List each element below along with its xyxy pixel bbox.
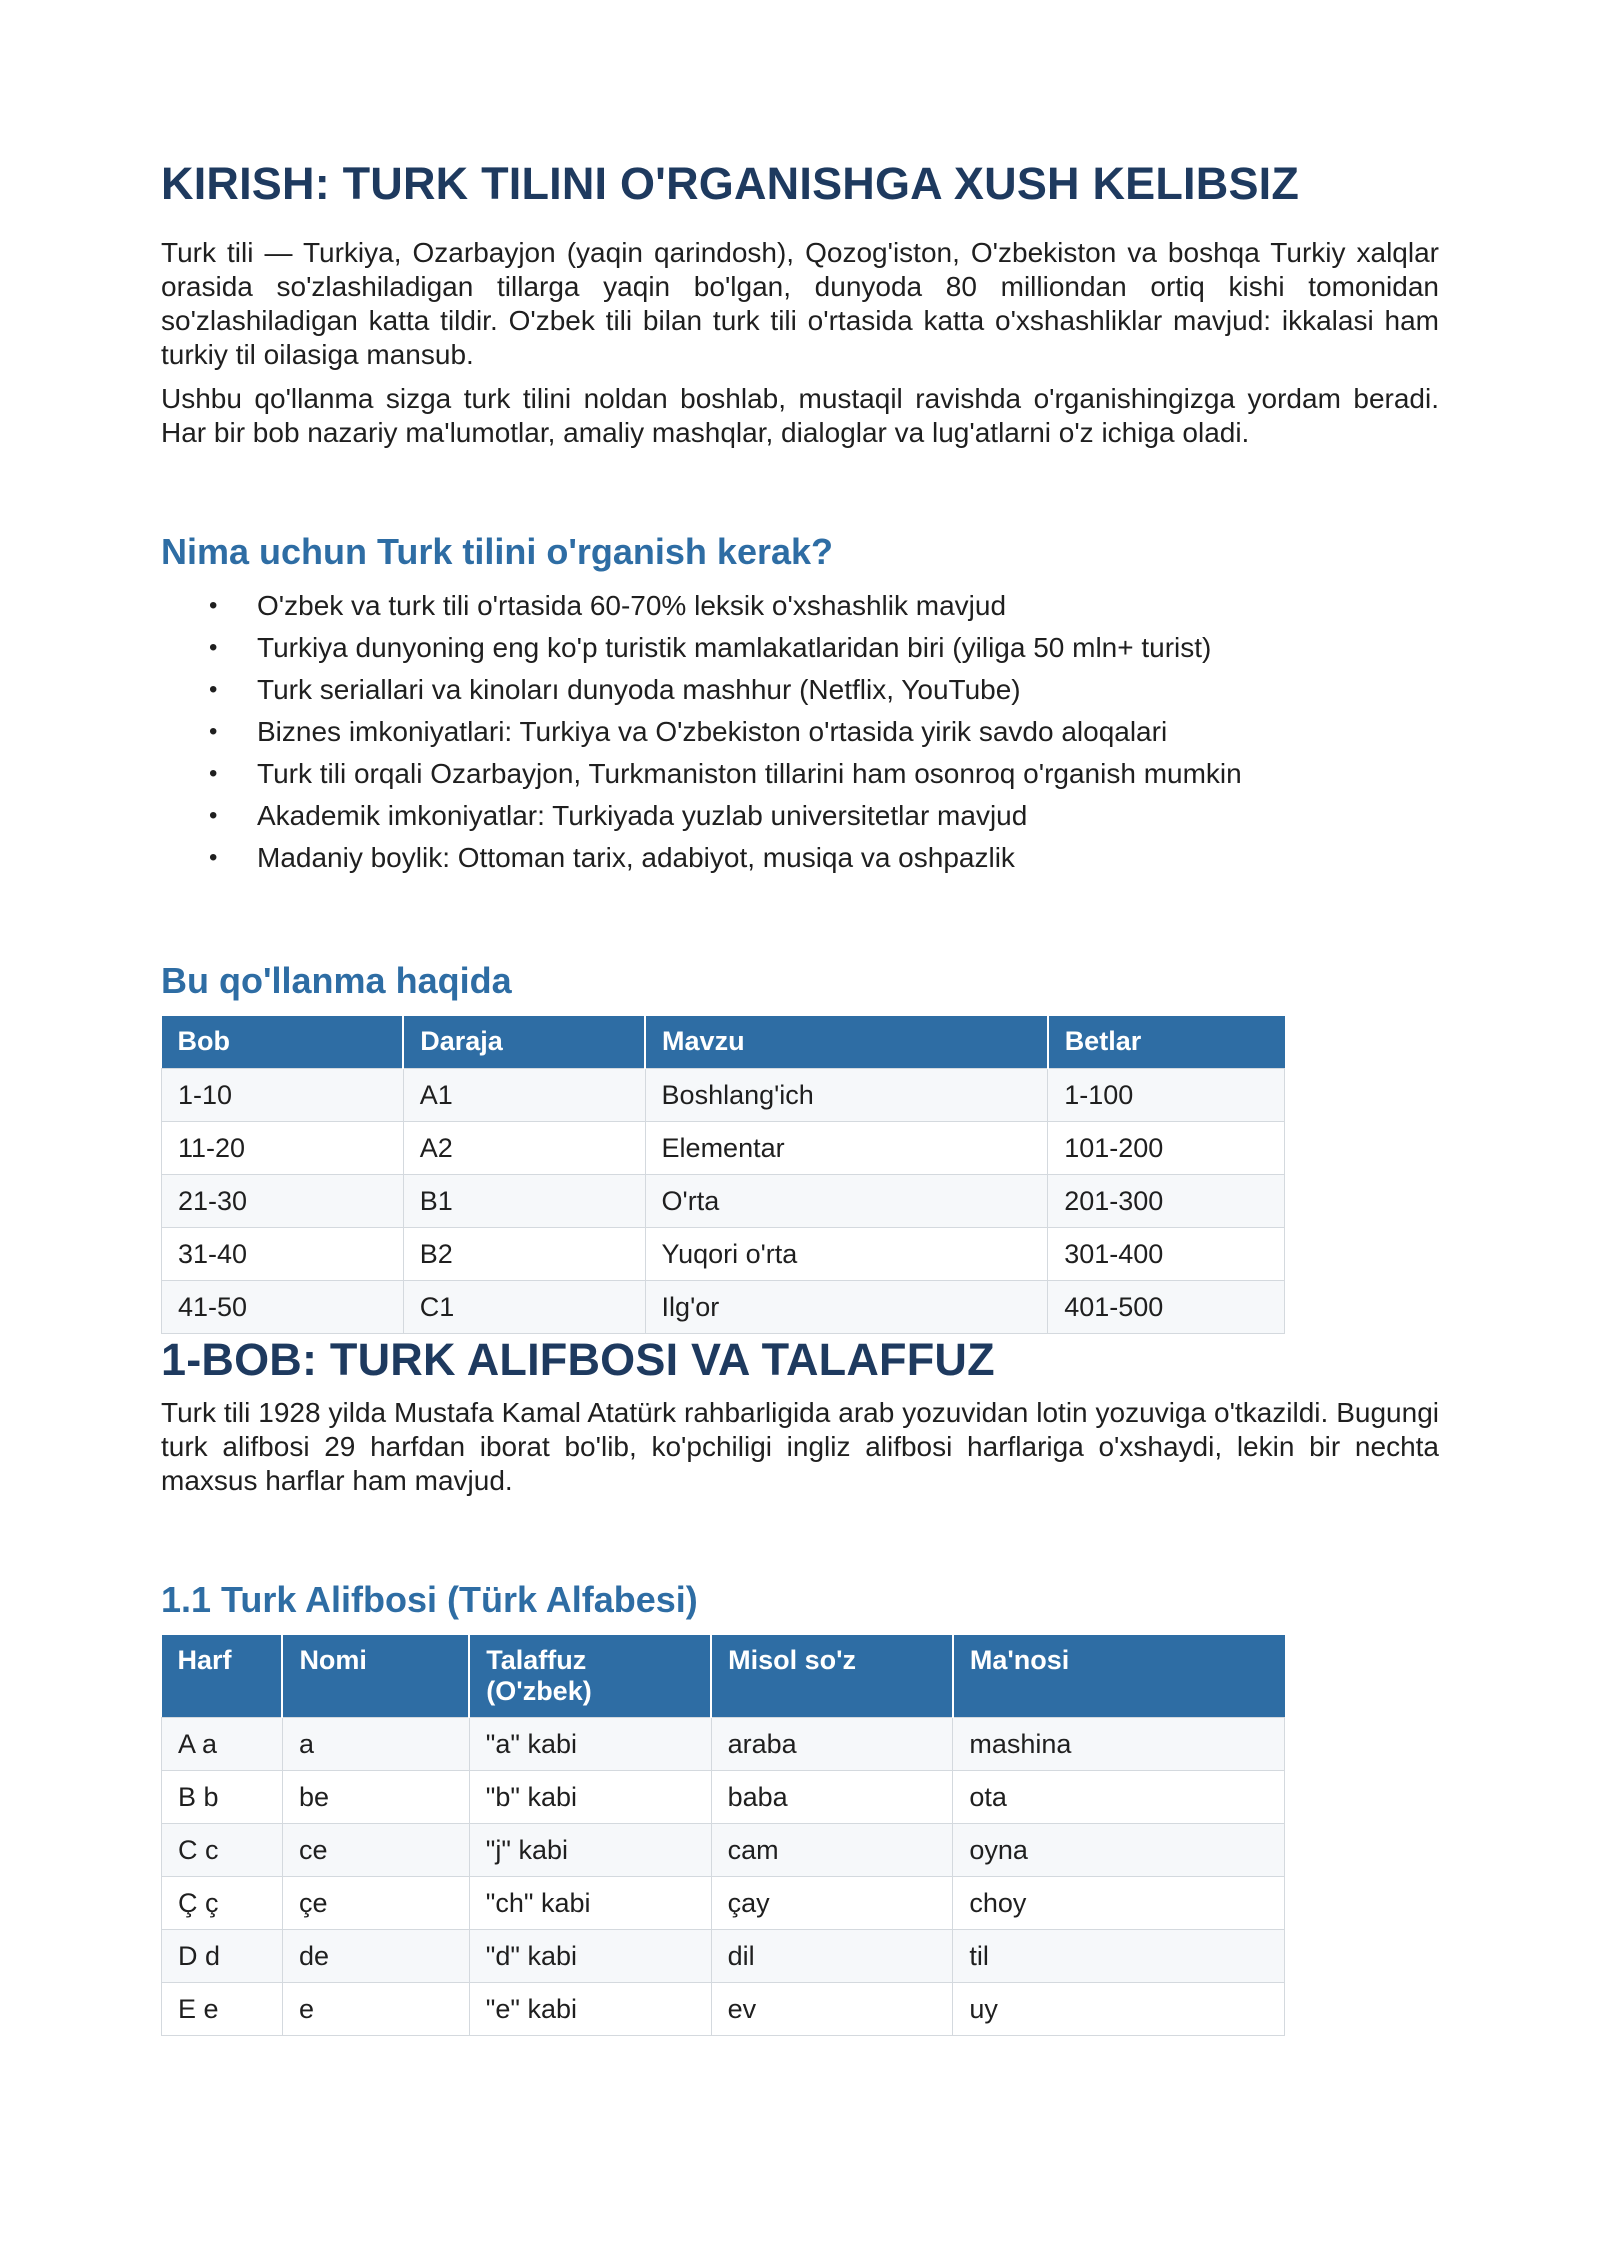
table-cell: A2 xyxy=(403,1122,645,1175)
table-cell: D d xyxy=(162,1930,283,1983)
bullet-icon: • xyxy=(209,717,218,745)
table-cell: 41-50 xyxy=(162,1281,404,1334)
table-cell: a xyxy=(282,1718,469,1771)
column-header-bob: Bob xyxy=(162,1016,404,1069)
chapter1-paragraph: Turk tili 1928 yilda Mustafa Kamal Atatürk rahbarligida arab yozuvidan lotin yozuviga o'tkazildi. Bugungi turk alifbosi 29 harfdan iborat bo'lib, ko'pchiligi ingliz alifbosi harflariga o'xshaydi, lekin bir nechta maxsus harflar ham mavjud. xyxy=(161,1396,1439,1496)
table-cell: cam xyxy=(711,1824,953,1877)
table-row xyxy=(162,1281,1285,1334)
table-cell: be xyxy=(282,1771,469,1824)
list-item xyxy=(161,669,1439,711)
column-header-talaffuz: Talaffuz (O'zbek) xyxy=(469,1635,711,1718)
table-cell: dil xyxy=(711,1930,953,1983)
table-cell: baba xyxy=(711,1771,953,1824)
list-item-text: O'zbek va turk tili o'rtasida 60-70% leksik o'xshashlik mavjud xyxy=(257,589,1007,621)
table-cell: Boshlang'ich xyxy=(645,1069,1048,1122)
table-cell: uy xyxy=(953,1983,1285,2036)
table-cell: "d" kabi xyxy=(469,1930,711,1983)
table-row xyxy=(162,1824,1285,1877)
table-cell: C c xyxy=(162,1824,283,1877)
list-item xyxy=(161,837,1439,879)
list-item-text: Biznes imkoniyatlari: Turkiya va O'zbekiston o'rtasida yirik savdo aloqalari xyxy=(257,715,1168,747)
why-heading: Nima uchun Turk tilini o'rganish kerak? xyxy=(161,530,834,572)
table-cell: çe xyxy=(282,1877,469,1930)
list-item-text: Turk seriallari va kinoları dunyoda mashhur (Netflix, YouTube) xyxy=(257,673,1021,705)
column-header-nomi: Nomi xyxy=(282,1635,469,1718)
table-cell: 101-200 xyxy=(1048,1122,1285,1175)
table-cell: Ilg'or xyxy=(645,1281,1048,1334)
table-cell: E e xyxy=(162,1983,283,2036)
alphabet-heading: 1.1 Turk Alifbosi (Türk Alfabesi) xyxy=(161,1578,698,1620)
table-row xyxy=(162,1175,1285,1228)
table-cell: 301-400 xyxy=(1048,1228,1285,1281)
column-header-daraja: Daraja xyxy=(403,1016,645,1069)
table-cell: "j" kabi xyxy=(469,1824,711,1877)
list-item xyxy=(161,585,1439,627)
intro-title: KIRISH: TURK TILINI O'RGANISHGA XUSH KELIBSIZ xyxy=(161,158,1300,209)
table-cell: 1-10 xyxy=(162,1069,404,1122)
table-cell: "a" kabi xyxy=(469,1718,711,1771)
column-header-mavzu: Mavzu xyxy=(645,1016,1048,1069)
table-cell: B b xyxy=(162,1771,283,1824)
table-cell: C1 xyxy=(403,1281,645,1334)
column-header-harf: Harf xyxy=(162,1635,283,1718)
table-row xyxy=(162,1930,1285,1983)
why-list xyxy=(161,585,1439,879)
table-cell: 31-40 xyxy=(162,1228,404,1281)
intro-paragraph-1: Turk tili — Turkiya, Ozarbayjon (yaqin qarindosh), Qozog'iston, O'zbekiston va boshqa Turkiy xalqlar orasida so'zlashiladigan tillarga yaqin bo'lgan, dunyoda 80 milliondan ortiq kishi tomonidan so'zlashiladigan katta tildir. O'zbek tili bilan turk tili o'rtasida katta o'xshashliklar mavjud: ikkalasi ham turkiy til oilasiga mansub. xyxy=(161,236,1439,370)
table-cell: "b" kabi xyxy=(469,1771,711,1824)
table-row xyxy=(162,1228,1285,1281)
document-content xyxy=(161,158,1439,2036)
table-cell: "e" kabi xyxy=(469,1983,711,2036)
bullet-icon: • xyxy=(209,633,218,661)
table-cell: B2 xyxy=(403,1228,645,1281)
list-item-text: Turkiya dunyoning eng ko'p turistik mamlakatlaridan biri (yiliga 50 mln+ turist) xyxy=(257,631,1212,663)
bullet-icon: • xyxy=(209,675,218,703)
table-cell: ce xyxy=(282,1824,469,1877)
table-cell: ev xyxy=(711,1983,953,2036)
table-row xyxy=(162,1877,1285,1930)
table-row xyxy=(162,1983,1285,2036)
list-item xyxy=(161,753,1439,795)
list-item-text: Akademik imkoniyatlar: Turkiyada yuzlab universitetlar mavjud xyxy=(257,799,1028,831)
table-cell: choy xyxy=(953,1877,1285,1930)
table-row xyxy=(162,1718,1285,1771)
list-item-text: Madaniy boylik: Ottoman tarix, adabiyot, musiqa va oshpazlik xyxy=(257,841,1015,873)
table-row xyxy=(162,1122,1285,1175)
bullet-icon: • xyxy=(209,801,218,829)
table-cell: 21-30 xyxy=(162,1175,404,1228)
column-header-manosi: Ma'nosi xyxy=(953,1635,1285,1718)
table-cell: araba xyxy=(711,1718,953,1771)
table-row xyxy=(162,1771,1285,1824)
table-cell: e xyxy=(282,1983,469,2036)
table-cell: oyna xyxy=(953,1824,1285,1877)
column-header-misol: Misol so'z xyxy=(711,1635,953,1718)
table-cell: 201-300 xyxy=(1048,1175,1285,1228)
list-item xyxy=(161,627,1439,669)
table-cell: ota xyxy=(953,1771,1285,1824)
table-cell: "ch" kabi xyxy=(469,1877,711,1930)
table-cell: Ç ç xyxy=(162,1877,283,1930)
guide-heading: Bu qo'llanma haqida xyxy=(161,959,512,1001)
table-row xyxy=(162,1069,1285,1122)
table-cell: A1 xyxy=(403,1069,645,1122)
table-cell: til xyxy=(953,1930,1285,1983)
table-cell: de xyxy=(282,1930,469,1983)
table-header-row xyxy=(162,1016,1285,1069)
table-header-row xyxy=(162,1635,1285,1718)
bullet-icon: • xyxy=(209,759,218,787)
intro-paragraph-2: Ushbu qo'llanma sizga turk tilini noldan boshlab, mustaqil ravishda o'rganishingizga yordam beradi. Har bir bob nazariy ma'lumotlar, amaliy mashqlar, dialoglar va lug'atlarni o'z ichiga oladi. xyxy=(161,382,1439,448)
table-cell: B1 xyxy=(403,1175,645,1228)
alphabet-table xyxy=(161,1635,1285,2036)
table-cell: O'rta xyxy=(645,1175,1048,1228)
chapter1-title: 1-BOB: TURK ALIFBOSI VA TALAFFUZ xyxy=(161,1334,995,1386)
guide-table xyxy=(161,1016,1285,1334)
table-cell: A a xyxy=(162,1718,283,1771)
table-cell: çay xyxy=(711,1877,953,1930)
table-cell: 1-100 xyxy=(1048,1069,1285,1122)
list-item xyxy=(161,795,1439,837)
list-item-text: Turk tili orqali Ozarbayjon, Turkmaniston tillarini ham osonroq o'rganish mumkin xyxy=(257,757,1242,789)
table-cell: mashina xyxy=(953,1718,1285,1771)
column-header-betlar: Betlar xyxy=(1048,1016,1285,1069)
table-cell: 401-500 xyxy=(1048,1281,1285,1334)
table-cell: 11-20 xyxy=(162,1122,404,1175)
list-item xyxy=(161,711,1439,753)
bullet-icon: • xyxy=(209,843,218,871)
bullet-icon: • xyxy=(209,591,218,619)
table-cell: Elementar xyxy=(645,1122,1048,1175)
table-cell: Yuqori o'rta xyxy=(645,1228,1048,1281)
